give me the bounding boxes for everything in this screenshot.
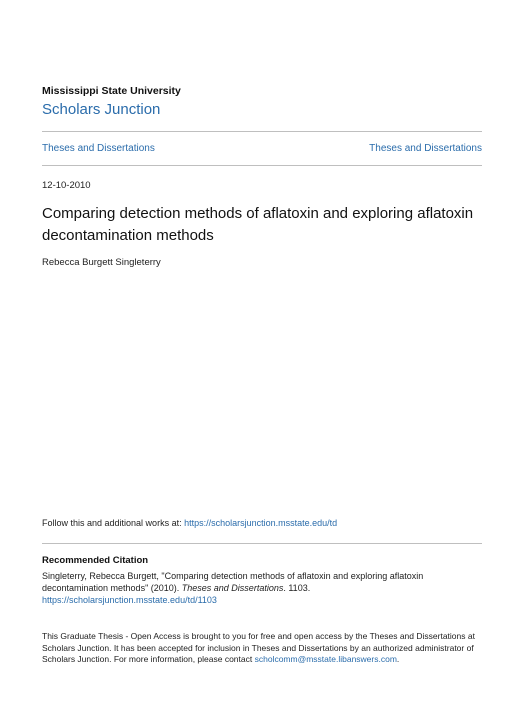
citation-number: . 1103. [283, 583, 311, 593]
contact-email-link[interactable]: scholcomm@msstate.libanswers.com [254, 654, 397, 664]
collection-link-right[interactable]: Theses and Dissertations [369, 143, 482, 154]
citation-url-link[interactable]: https://scholarsjunction.msstate.edu/td/1103 [42, 595, 217, 605]
citation-body [42, 570, 482, 606]
collection-link-left[interactable]: Theses and Dissertations [42, 143, 155, 154]
citation-heading: Recommended Citation [42, 555, 149, 566]
follow-line [42, 518, 337, 528]
citation-text: Singleterry, Rebecca Burgett, "Comparing detection methods of aflatoxin and exploring aflatoxin decontamination methods" (2010). [42, 571, 424, 593]
document-title: Comparing detection methods of aflatoxin and exploring aflatoxin decontamination methods [42, 205, 474, 244]
top-divider [42, 131, 482, 132]
follow-prefix: Follow this and additional works at: [42, 518, 185, 528]
footer-notice [42, 631, 487, 666]
footer-text: This Graduate Thesis - Open Access is brought to you for free and open access by the Theses and Dissertations at Scholars Junction. It has been accepted for inclusion in Theses and Dissertations by an authorized administrator of Scholars Junction. For more information, please contact [42, 631, 475, 664]
footer-end: . [396, 654, 400, 664]
citation-divider [42, 543, 482, 544]
citation-series: Theses and Dissertations [181, 583, 284, 593]
follow-url-link[interactable]: https://scholarsjunction.msstate.edu/td [184, 518, 338, 528]
publication-date: 12-10-2010 [42, 180, 91, 191]
document-author: Rebecca Burgett Singleterry [42, 257, 161, 268]
university-name: Mississippi State University [42, 85, 181, 97]
nav-divider [42, 165, 482, 166]
repository-name[interactable]: Scholars Junction [42, 101, 161, 118]
